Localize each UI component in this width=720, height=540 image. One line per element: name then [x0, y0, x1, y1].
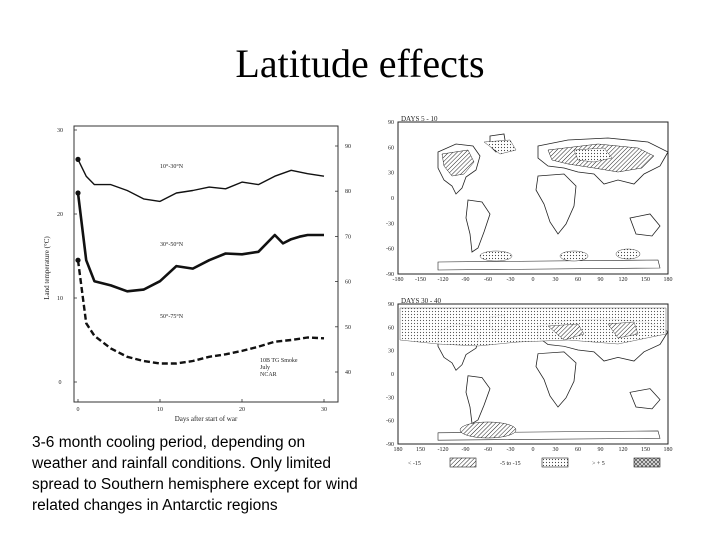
lat-tick-label: 0: [391, 372, 394, 378]
lon-tick-label: -180: [392, 277, 404, 283]
lat-tick-label: 60: [388, 325, 394, 332]
lat-tick-label: 90: [388, 302, 394, 308]
lon-tick-label: -30: [506, 447, 515, 453]
lon-tick-label: -150: [415, 277, 426, 283]
legend-label: -5 to -15: [500, 461, 521, 467]
lon-tick-label: 150: [641, 447, 650, 453]
lon-tick-label: -60: [484, 447, 492, 453]
x-axis-label: Days after start of war: [174, 415, 238, 423]
map-title: DAYS 5 - 10: [401, 115, 438, 123]
lon-tick-label: -90: [461, 277, 470, 283]
annotation-line: 10B TG Smoke: [260, 358, 298, 364]
lat-tick-label: 30: [388, 348, 394, 355]
lon-tick-label: 90: [597, 277, 604, 283]
right-tick-label: 50: [345, 324, 351, 331]
series-start-point: [75, 258, 80, 263]
chart-annotation: [260, 358, 298, 378]
right-tick-label: 40: [345, 370, 351, 376]
lon-tick-label: 120: [618, 447, 628, 453]
slide-caption: 3-6 month cooling period, depending on weather and rainfall conditions. Only limited spread to Southern hemisphere except for wind related changes in Antarctic regions: [32, 434, 358, 514]
lat-tick-label: -90: [386, 442, 394, 448]
series-label: 10°-30°N: [160, 163, 184, 170]
right-tick-label: 90: [345, 144, 351, 150]
x-tick-label: 10: [157, 407, 163, 413]
series-line: [78, 260, 324, 363]
legend-swatch: [634, 458, 660, 467]
lon-tick-label: -120: [437, 447, 449, 453]
lon-tick-label: 180: [663, 277, 673, 283]
lat-tick-label: -30: [386, 395, 394, 402]
world-maps: [378, 114, 678, 474]
map-title: DAYS 30 - 40: [401, 297, 441, 305]
right-tick-label: 80: [345, 189, 351, 196]
y-axis-label: Land temperature (°C): [43, 236, 51, 300]
lon-tick-label: 120: [618, 277, 628, 283]
map-legend: [408, 458, 660, 467]
lon-tick-label: 60: [575, 277, 581, 283]
map-days-30-40: [386, 297, 673, 453]
slide-title: Latitude effects: [235, 41, 485, 86]
series-label: 30°-50°N: [160, 241, 184, 248]
lon-tick-label: 150: [416, 447, 425, 453]
y-tick-label: 0: [58, 380, 62, 386]
lon-tick-label: -120: [437, 277, 449, 283]
lat-tick-label: -60: [386, 246, 394, 253]
lat-tick-label: -90: [386, 272, 394, 278]
right-tick-label: 60: [345, 279, 351, 286]
series-label: 50°-75°N: [160, 314, 184, 321]
lon-tick-label: 150: [641, 277, 650, 283]
lat-tick-label: 60: [388, 145, 394, 152]
lon-tick-label: -60: [484, 277, 492, 283]
lon-tick-label: 180: [393, 447, 403, 453]
cooling-region: [480, 251, 512, 261]
lon-tick-label: 0: [531, 447, 535, 453]
lon-tick-label: 30: [552, 447, 559, 453]
annotation-line: July: [260, 365, 271, 371]
lon-tick-label: 30: [552, 277, 559, 283]
map-days-5-10: [386, 115, 673, 283]
series-start-point: [75, 157, 80, 162]
annotation-line: NCAR: [260, 372, 277, 378]
x-tick-label: 0: [76, 407, 80, 413]
lon-tick-label: 60: [575, 447, 581, 453]
lon-tick-label: 180: [663, 447, 673, 453]
x-tick-label: 30: [321, 407, 327, 413]
cooling-region: [616, 249, 640, 259]
lon-tick-label: -90: [461, 447, 470, 453]
lat-tick-label: 90: [388, 120, 394, 126]
y-tick-label: 10: [57, 296, 63, 302]
cooling-region: [460, 422, 516, 438]
lat-tick-label: 0: [391, 196, 394, 202]
legend-swatch: [450, 458, 476, 467]
legend-label: > + 5: [592, 461, 605, 467]
cooling-region: [560, 251, 588, 261]
legend-label: < -15: [408, 461, 421, 467]
series-start-point: [75, 190, 80, 195]
lat-tick-label: 30: [388, 170, 394, 177]
temperature-chart: [40, 118, 350, 428]
plot-frame: [74, 126, 338, 402]
lat-tick-label: -30: [386, 221, 394, 228]
right-tick-label: 70: [345, 234, 351, 241]
legend-swatch: [542, 458, 568, 467]
series-line: [78, 193, 324, 291]
y-tick-label: 20: [57, 212, 63, 218]
lon-tick-label: -30: [506, 277, 515, 283]
lat-tick-label: -60: [386, 418, 394, 425]
lon-tick-label: 0: [531, 277, 535, 283]
x-tick-label: 20: [239, 407, 245, 413]
lon-tick-label: 90: [597, 447, 604, 453]
y-tick-label: 30: [57, 128, 63, 134]
series-line: [78, 159, 324, 201]
